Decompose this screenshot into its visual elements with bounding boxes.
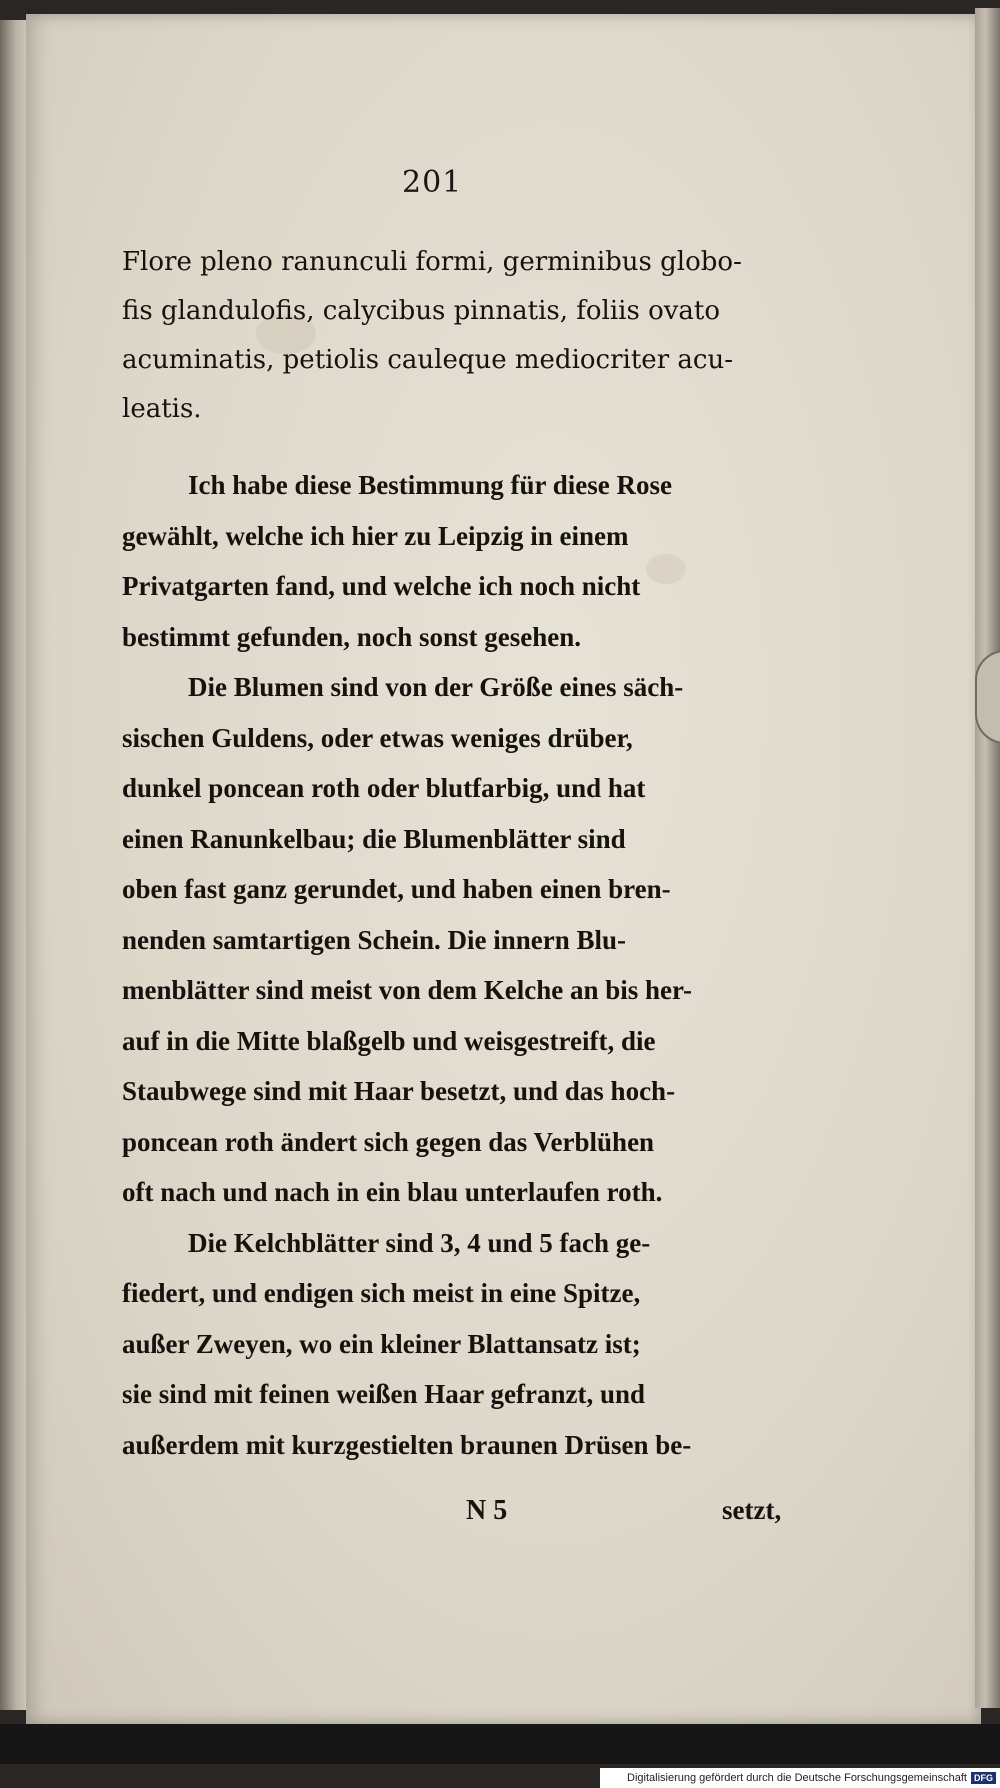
text-line: gewählt, welche ich hier zu Leipzig in einem [122, 520, 629, 551]
text-line: nenden samtartigen Schein. Die innern Blu- [122, 924, 627, 955]
page-number: 201 [402, 165, 463, 200]
text-line: Ich habe diese Bestimmung für diese Rose [188, 470, 673, 500]
text-line: acuminatis, petiolis cauleque mediocriter acu- [122, 345, 733, 375]
text-line: Die Kelchblätter sind 3, 4 und 5 fach ge- [188, 1227, 651, 1258]
scanner-bed [0, 1724, 1000, 1764]
page-text [122, 238, 782, 1470]
dfg-logo: DFG [971, 1772, 996, 1784]
page-foredge [975, 8, 1000, 1708]
latin-diagnosis [122, 238, 782, 434]
credit-text: Digitalisierung gefördert durch die Deutsche Forschungsgemeinschaft [627, 1772, 967, 1784]
facing-page-edge [0, 20, 28, 1710]
text-line: sischen Guldens, oder etwas weniges drüber, [122, 722, 633, 753]
text-line: dunkel poncean roth oder blutfarbig, und hat [122, 773, 646, 803]
text-line: oben fast ganz gerundet, und haben einen bren- [122, 874, 671, 904]
page-tab-notch [975, 650, 1000, 744]
text-line: Die Blumen sind von der Größe eines säch- [188, 672, 684, 702]
text-line: außer Zweyen, wo ein kleiner Blattansatz ist; [122, 1328, 641, 1359]
text-line: Privatgarten fand, und welche ich noch nicht [122, 571, 641, 601]
text-line: auf in die Mitte blaßgelb und weisgestreift, die [122, 1025, 656, 1056]
text-line: einen Ranunkelbau; die Blumenblätter sind [122, 823, 626, 854]
text-line: bestimmt gefunden, noch sonst gesehen. [122, 621, 582, 652]
text-line: leatis. [122, 394, 202, 424]
text-line: poncean roth ändert sich gegen das Verblühen [122, 1126, 655, 1157]
signature-mark: N 5 [466, 1495, 508, 1526]
text-line: sie sind mit feinen weißen Haar gefranzt, und [122, 1379, 646, 1409]
paragraph-3 [122, 1218, 782, 1471]
text-line: menblätter sind meist von dem Kelche an bis her- [122, 975, 692, 1005]
text-line: Flore pleno ranunculi formi, germinibus globo- [122, 247, 742, 277]
paragraph-2 [122, 662, 782, 1218]
text-line: oft nach und nach in ein blau unterlaufen roth. [122, 1177, 663, 1207]
text-line: Staubwege sind mit Haar besetzt, und das hoch- [122, 1076, 676, 1106]
paragraph-1 [122, 460, 782, 662]
catchword: setzt, [722, 1495, 782, 1525]
text-line: fis glandulofis, calycibus pinnatis, foliis ovato [122, 296, 721, 326]
digitization-credit [600, 1768, 1000, 1788]
text-line: fiedert, und endigen sich meist in eine Spitze, [122, 1278, 641, 1308]
text-line: außerdem mit kurzgestielten braunen Drüsen be- [122, 1429, 692, 1460]
